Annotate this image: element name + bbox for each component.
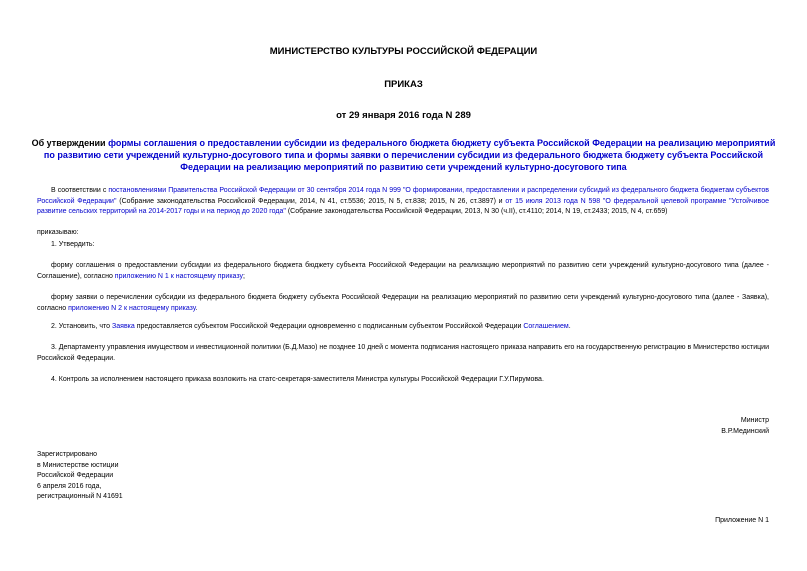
registration-line: Российской Федерации <box>37 472 114 479</box>
signature-name: В.Р.Мединский <box>721 427 769 435</box>
title-prefix: Об утверждении <box>31 138 109 148</box>
registration-line: Зарегистрировано <box>37 451 97 458</box>
resolution-598-link[interactable]: от 15 июля 2013 года N 598 "О федеральной целевой программе "Устойчивое развитие сельских территорий на 2014-2017 годы и на период до 2020 года" <box>37 197 769 215</box>
preamble-text-3: (Собрание законодательства Российской Федерации, 2013, N 30 (ч.II), ст.4110; 2014, N 19, ст.2433; 2015, N 4, ст.659) <box>285 208 668 215</box>
appendix-2-link[interactable]: приложению N 2 к настоящему приказу <box>68 304 196 312</box>
item-1: 1. Утвердить: <box>51 241 95 248</box>
ministry-heading: МИНИСТЕРСТВО КУЛЬТУРЫ РОССИЙСКОЙ ФЕДЕРАЦИИ <box>269 46 538 57</box>
registration-block <box>37 450 123 503</box>
item-2 <box>37 322 769 333</box>
order-title <box>30 137 777 173</box>
form-agreement-paragraph <box>37 261 769 282</box>
application-link[interactable]: Заявка <box>112 323 135 330</box>
signature-position: Министр <box>740 417 769 424</box>
registration-line: 6 апреля 2016 года, <box>37 482 102 490</box>
registration-line: в Министерстве юстиции <box>37 461 119 469</box>
registration-line: регистрационный N 41691 <box>37 493 123 500</box>
item-3: 3. Департаменту управления имуществом и инвестиционной политики (Б.Д.Мазо) не позднее 10 дней с момента подписания настоящего приказа направить его на государственную регистрацию в Министерство юстиции Российской Федерации. <box>37 344 769 362</box>
appendix-1-link[interactable]: приложению N 1 к настоящему приказу <box>114 272 243 280</box>
preamble-text-1: В соответствии с <box>51 187 109 194</box>
preamble-text-2: (Собрание законодательства Российской Федерации, 2014, N 41, ст.5536; 2015, N 5, ст.838; 2015, N 26, ст.3897) и <box>116 197 506 205</box>
item2-text-3: . <box>568 323 571 330</box>
form2-end: . <box>195 304 198 312</box>
appendix-label: Приложение N 1 <box>715 517 769 524</box>
form-application-paragraph <box>37 293 769 314</box>
title-link[interactable]: формы соглашения о предоставлении субсидии из федерального бюджета бюджету субъекта Российской Федерации на реализацию мероприятий по развитию сети учреждений культурно-досугового типа и формы заявки о перечислении субсидии из федерального бюджета бюджету субъекта Российской Федерации на реализацию мероприятий по развитию сети учреждений культурно-досугового типа <box>43 138 776 172</box>
agreement-link[interactable]: Соглашением <box>523 323 569 330</box>
preamble-paragraph <box>37 186 769 218</box>
item2-text-1: 2. Установить, что <box>51 323 113 330</box>
form2-text: форму заявки о перечислении субсидии из федерального бюджета бюджету субъекта Российской Федерации на реализацию мероприятий по развитию сети учреждений культурно-досугового типа (далее - Заявка), согласно <box>37 294 769 312</box>
item2-text-2: предоставляется субъектом Российской Федерации одновременно с подписанным субъектом Российской Федерации <box>134 323 524 330</box>
document-type: ПРИКАЗ <box>384 79 423 90</box>
resolution-999-link[interactable]: постановлениями Правительства Российской Федерации от 30 сентября 2014 года N 999 "О формировании, предоставлении и распределении субсидий из федерального бюджета бюджетам субъектов Российской Федерации" <box>37 187 770 205</box>
form1-text: форму соглашения о предоставлении субсидии из федерального бюджета бюджету субъекта Российской Федерации на реализацию мероприятий по развитию сети учреждений культурно-досугового типа (далее - Соглашение), согласно <box>37 262 769 280</box>
signature-block <box>721 416 769 437</box>
form1-end: ; <box>242 272 245 280</box>
order-date-number: от 29 января 2016 года N 289 <box>336 110 471 121</box>
item-4: 4. Контроль за исполнением настоящего приказа возложить на статс-секретаря-заместителя Министра культуры Российской Федерации Г.У.Пирумова. <box>51 376 544 383</box>
order-word: приказываю: <box>37 229 79 236</box>
